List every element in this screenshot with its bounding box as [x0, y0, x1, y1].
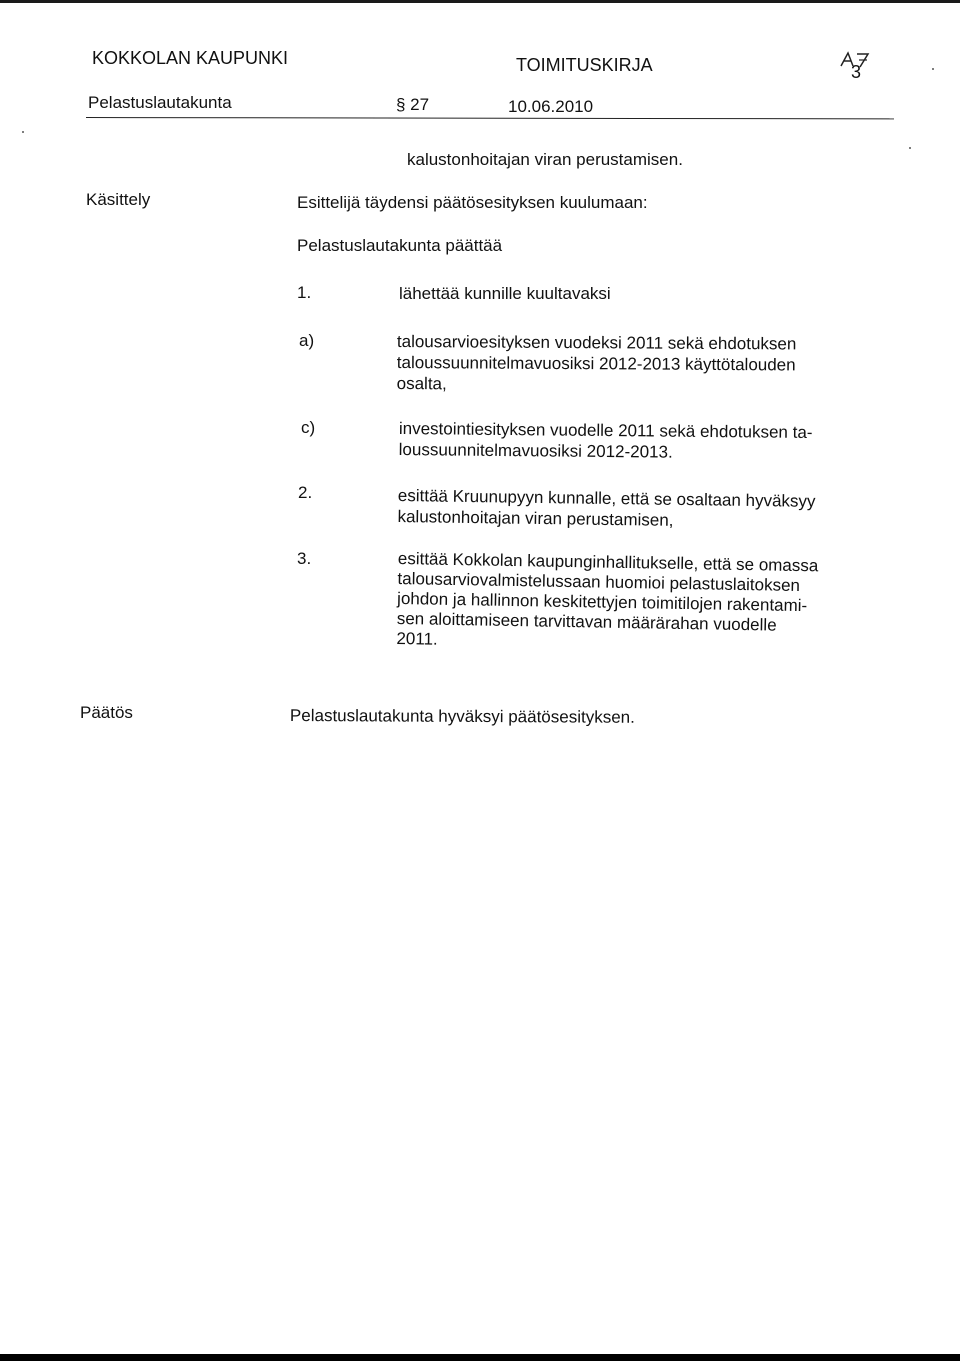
organization-name: KOKKOLAN KAUPUNKI [92, 48, 289, 68]
scan-speck [909, 147, 911, 149]
document-type: TOIMITUSKIRJA [516, 55, 653, 75]
item-number: 2. [298, 483, 313, 502]
text-line: investointiesityksen vuodelle 2011 sekä ehdotuksen ta- [398, 418, 813, 442]
text-line: loussuunnitelmavuosiksi 2012-2013. [398, 439, 673, 462]
header-rule [86, 117, 894, 119]
continued-line: kalustonhoitajan viran perustamisen. [407, 150, 683, 169]
text-line: esittää Kruunupyyn kunnalle, että se osaltaan hyväksyy [397, 485, 816, 511]
scan-top-edge [0, 0, 960, 3]
scan-speck [932, 68, 934, 70]
board-name: Pelastuslautakunta [88, 93, 232, 112]
item-2-text [397, 485, 815, 533]
paatos-label: Päätös [80, 703, 133, 722]
text-line: osalta, [396, 373, 447, 394]
text-line: talousarviovalmistelussaan huomioi pelastuslaitoksen [397, 568, 801, 596]
paatos-text: Pelastuslautakunta hyväksyi päätösesityksen. [289, 706, 635, 727]
subitem-letter: c) [301, 418, 316, 437]
kasittely-label: Käsittely [86, 190, 151, 209]
text-line: johdon ja hallinnon keskitettyjen toimitilojen rakentami- [396, 588, 808, 616]
kasittely-intro: Esittelijä täydensi päätösesityksen kuulumaan: [297, 193, 648, 212]
text-line: talousarvioesityksen vuodeksi 2011 sekä ehdotuksen [396, 331, 797, 354]
subitem-c-text [399, 418, 813, 464]
page-number: 3 [851, 62, 862, 82]
text-line: kalustonhoitajan viran perustamisen, [397, 506, 674, 530]
scan-speck [22, 131, 24, 133]
kasittely-decides: Pelastuslautakunta päättää [297, 236, 503, 255]
item-number: 1. [297, 283, 312, 302]
meeting-date: 10.06.2010 [508, 97, 594, 116]
text-line: sen aloittamiseen tarvittavan määrärahan vuodelle [396, 608, 777, 635]
subitem-letter: a) [299, 331, 315, 350]
text-line: 2011. [396, 628, 438, 649]
text-line: taloussuunnitelmavuosiksi 2012-2013 käyttötalouden [396, 352, 796, 375]
scan-bottom-edge [0, 1354, 960, 1361]
subitem-a-text [397, 331, 797, 396]
section-number: § 27 [396, 95, 430, 114]
text-line: esittää Kokkolan kaupunginhallitukselle, että se omassa [397, 549, 819, 576]
item-text: lähettää kunnille kuultavaksi [399, 284, 611, 303]
item-3-text [396, 549, 818, 656]
item-number: 3. [297, 549, 312, 568]
